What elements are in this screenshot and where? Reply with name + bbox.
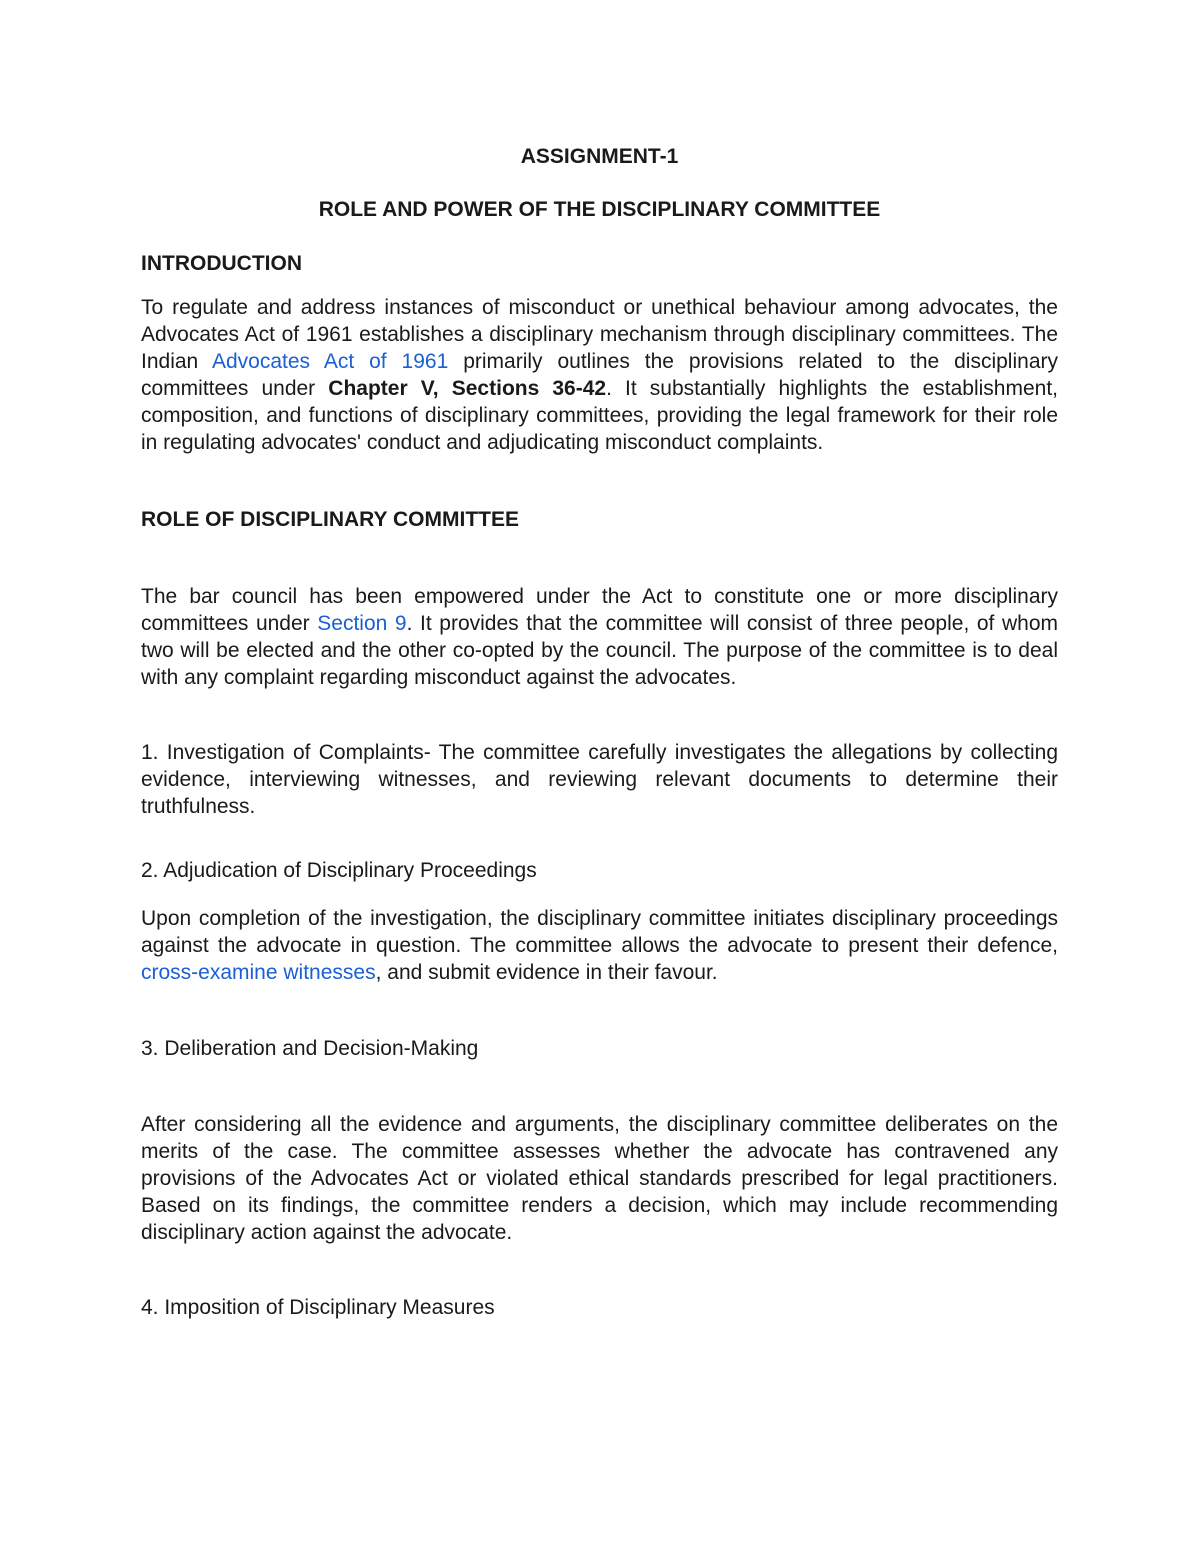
item-3-paragraph: After considering all the evidence and arguments, the disciplinary committee deliberates on the merits of the case. The committee assesses whether the advocate has contravened any provisions of the Advocates Act or violated ethical standards prescribed for legal practitioners. Based on its findings, the committee renders a decision, which may include recommending disciplinary action against the advocate. xyxy=(141,1113,1058,1244)
intro-heading: INTRODUCTION xyxy=(141,252,302,275)
item-2-text-a: Upon completion of the investigation, the disciplinary committee initiates disciplinary proceedings against the advocate in question. The committee allows the advocate to present their defence, xyxy=(141,907,1058,957)
document-page xyxy=(141,140,1058,1321)
role-text-b: . It provides that the committee will consist of three people, of whom two will be elected and the other co-opted by the council. The purpose of the committee is to deal with any complaint regarding misconduct against the advocates. xyxy=(141,612,1058,689)
document-title: ASSIGNMENT-1 xyxy=(520,145,679,168)
section-9-link[interactable]: Section 9 xyxy=(317,612,407,635)
intro-paragraph xyxy=(141,294,1058,456)
cross-examine-link[interactable]: cross-examine witnesses xyxy=(141,961,376,984)
intro-text-c: . It substantially highlights the establishment, composition, and functions of disciplinary committees, providing the legal framework for their role in regulating advocates' conduct and adjudicating misconduct complaints. xyxy=(141,377,1058,454)
chapter-reference: Chapter V, Sections 36-42 xyxy=(328,377,607,400)
intro-text-a: To regulate and address instances of misconduct or unethical behaviour among advocates, the Advocates Act of 1961 establishes a disciplinary mechanism through disciplinary committees. The Indian xyxy=(141,296,1058,373)
advocates-act-link[interactable]: Advocates Act of 1961 xyxy=(212,350,449,373)
role-paragraph xyxy=(141,583,1058,691)
role-heading: ROLE OF DISCIPLINARY COMMITTEE xyxy=(141,508,520,531)
item-2-text-b: , and submit evidence in their favour. xyxy=(375,961,718,984)
item-2-paragraph xyxy=(141,905,1058,986)
item-2-title: 2. Adjudication of Disciplinary Proceedings xyxy=(141,859,537,882)
item-3-title: 3. Deliberation and Decision-Making xyxy=(141,1037,479,1060)
item-1-paragraph: 1. Investigation of Complaints- The committee carefully investigates the allegations by collecting evidence, interviewing witnesses, and reviewing relevant documents to determine their truthfulness. xyxy=(141,741,1058,818)
document-subtitle: ROLE AND POWER OF THE DISCIPLINARY COMMITTEE xyxy=(318,198,881,221)
item-4-title: 4. Imposition of Disciplinary Measures xyxy=(141,1296,495,1319)
intro-text-b: primarily outlines the provisions related to the disciplinary committees under xyxy=(141,350,1058,400)
role-text-a: The bar council has been empowered under the Act to constitute one or more disciplinary committees under xyxy=(141,585,1058,635)
